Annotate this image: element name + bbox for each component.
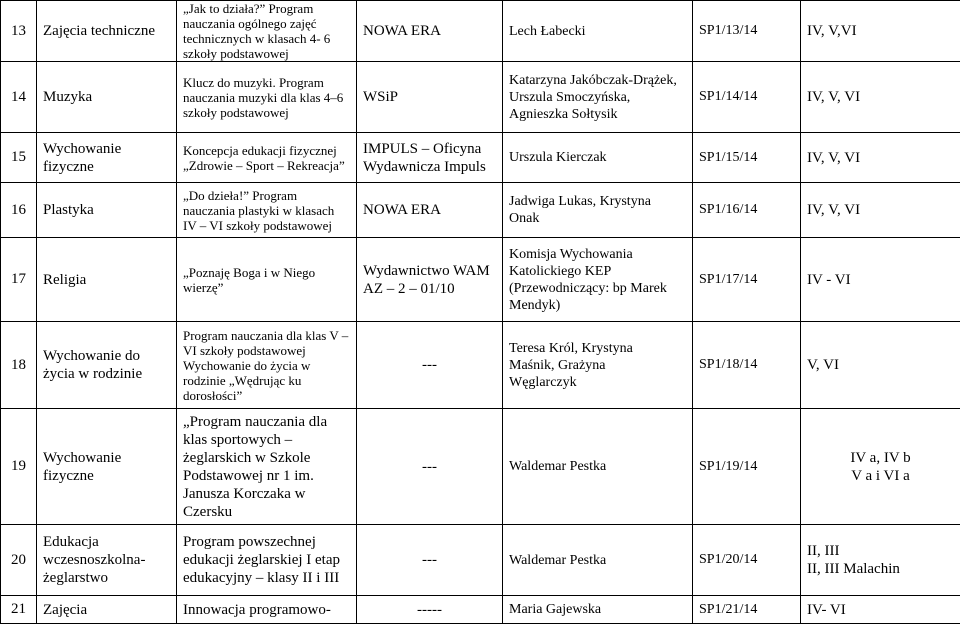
subject-cell: Plastyka xyxy=(37,183,177,238)
table-row xyxy=(1,409,960,525)
row-number: 16 xyxy=(1,183,37,238)
authors-cell: Teresa Król, Krystyna Maśnik, Grażyna Węglarczyk xyxy=(503,322,693,409)
subject-cell: Wychowanie do życia w rodzinie xyxy=(37,322,177,409)
publisher-cell: IMPULS – Oficyna Wydawnicza Impuls xyxy=(357,133,503,183)
authors-cell: Lech Łabecki xyxy=(503,1,693,62)
authors-cell: Komisja Wychowania Katolickiego KEP (Przewodniczący: bp Marek Mendyk) xyxy=(503,238,693,322)
publisher-cell: NOWA ERA xyxy=(357,1,503,62)
row-number: 20 xyxy=(1,525,37,596)
publisher-cell: Wydawnictwo WAM AZ – 2 – 01/10 xyxy=(357,238,503,322)
table-row xyxy=(1,238,960,322)
classes-cell: IV, V, VI xyxy=(801,62,960,133)
authors-cell: Waldemar Pestka xyxy=(503,409,693,525)
program-cell: „Program nauczania dla klas sportowych – żeglarskich w Szkole Podstawowej nr 1 im. Janusza Korczaka w Czersku xyxy=(177,409,357,525)
subject-cell: Zajęcia techniczne xyxy=(37,1,177,62)
authors-cell: Waldemar Pestka xyxy=(503,525,693,596)
program-cell: „Jak to działa?” Program nauczania ogólnego zajęć technicznych w klasach 4- 6 szkoły podstawowej xyxy=(177,1,357,62)
authors-cell: Maria Gajewska xyxy=(503,596,693,624)
row-number: 14 xyxy=(1,62,37,133)
program-cell: Program powszechnej edukacji żeglarskiej I etap edukacyjny – klasy II i III xyxy=(177,525,357,596)
table-row xyxy=(1,133,960,183)
subject-cell: Religia xyxy=(37,238,177,322)
classes-cell: IV a, IV b V a i VI a xyxy=(801,409,960,525)
program-number-cell: SP1/19/14 xyxy=(693,409,801,525)
publisher-cell: NOWA ERA xyxy=(357,183,503,238)
table-row xyxy=(1,596,960,624)
subject-cell: Wychowanie fizyczne xyxy=(37,133,177,183)
row-number: 19 xyxy=(1,409,37,525)
table-row xyxy=(1,62,960,133)
subject-cell: Wychowanie fizyczne xyxy=(37,409,177,525)
row-number: 17 xyxy=(1,238,37,322)
classes-cell: II, III II, III Malachin xyxy=(801,525,960,596)
program-number-cell: SP1/15/14 xyxy=(693,133,801,183)
classes-cell: IV, V, VI xyxy=(801,183,960,238)
publisher-cell: WSiP xyxy=(357,62,503,133)
subject-cell: Zajęcia xyxy=(37,596,177,624)
program-number-cell: SP1/14/14 xyxy=(693,62,801,133)
classes-cell: V, VI xyxy=(801,322,960,409)
program-number-cell: SP1/20/14 xyxy=(693,525,801,596)
publisher-cell: --- xyxy=(357,525,503,596)
subject-cell: Edukacja wczesnoszkolna- żeglarstwo xyxy=(37,525,177,596)
classes-cell: IV- VI xyxy=(801,596,960,624)
row-number: 15 xyxy=(1,133,37,183)
subject-cell: Muzyka xyxy=(37,62,177,133)
authors-cell: Urszula Kierczak xyxy=(503,133,693,183)
program-cell: „Poznaję Boga i w Niego wierzę” xyxy=(177,238,357,322)
classes-cell: IV, V, VI xyxy=(801,133,960,183)
classes-cell: IV - VI xyxy=(801,238,960,322)
program-number-cell: SP1/16/14 xyxy=(693,183,801,238)
publisher-cell: ----- xyxy=(357,596,503,624)
classes-cell: IV, V,VI xyxy=(801,1,960,62)
program-cell: „Do dzieła!” Program nauczania plastyki w klasach IV – VI szkoły podstawowej xyxy=(177,183,357,238)
table-row xyxy=(1,525,960,596)
program-cell: Koncepcja edukacji fizycznej „Zdrowie – Sport – Rekreacja” xyxy=(177,133,357,183)
program-number-cell: SP1/17/14 xyxy=(693,238,801,322)
authors-cell: Katarzyna Jakóbczak-Drążek, Urszula Smoczyńska, Agnieszka Sołtysik xyxy=(503,62,693,133)
program-number-cell: SP1/21/14 xyxy=(693,596,801,624)
program-cell: Program nauczania dla klas V – VI szkoły podstawowej Wychowanie do życia w rodzinie „Wędrując ku dorosłości” xyxy=(177,322,357,409)
publisher-cell: --- xyxy=(357,322,503,409)
table-row xyxy=(1,183,960,238)
program-cell: Klucz do muzyki. Program nauczania muzyki dla klas 4–6 szkoły podstawowej xyxy=(177,62,357,133)
row-number: 21 xyxy=(1,596,37,624)
program-number-cell: SP1/13/14 xyxy=(693,1,801,62)
table-row xyxy=(1,322,960,409)
table-row xyxy=(1,1,960,62)
program-number-cell: SP1/18/14 xyxy=(693,322,801,409)
publisher-cell: --- xyxy=(357,409,503,525)
row-number: 13 xyxy=(1,1,37,62)
row-number: 18 xyxy=(1,322,37,409)
authors-cell: Jadwiga Lukas, Krystyna Onak xyxy=(503,183,693,238)
program-cell: Innowacja programowo- xyxy=(177,596,357,624)
